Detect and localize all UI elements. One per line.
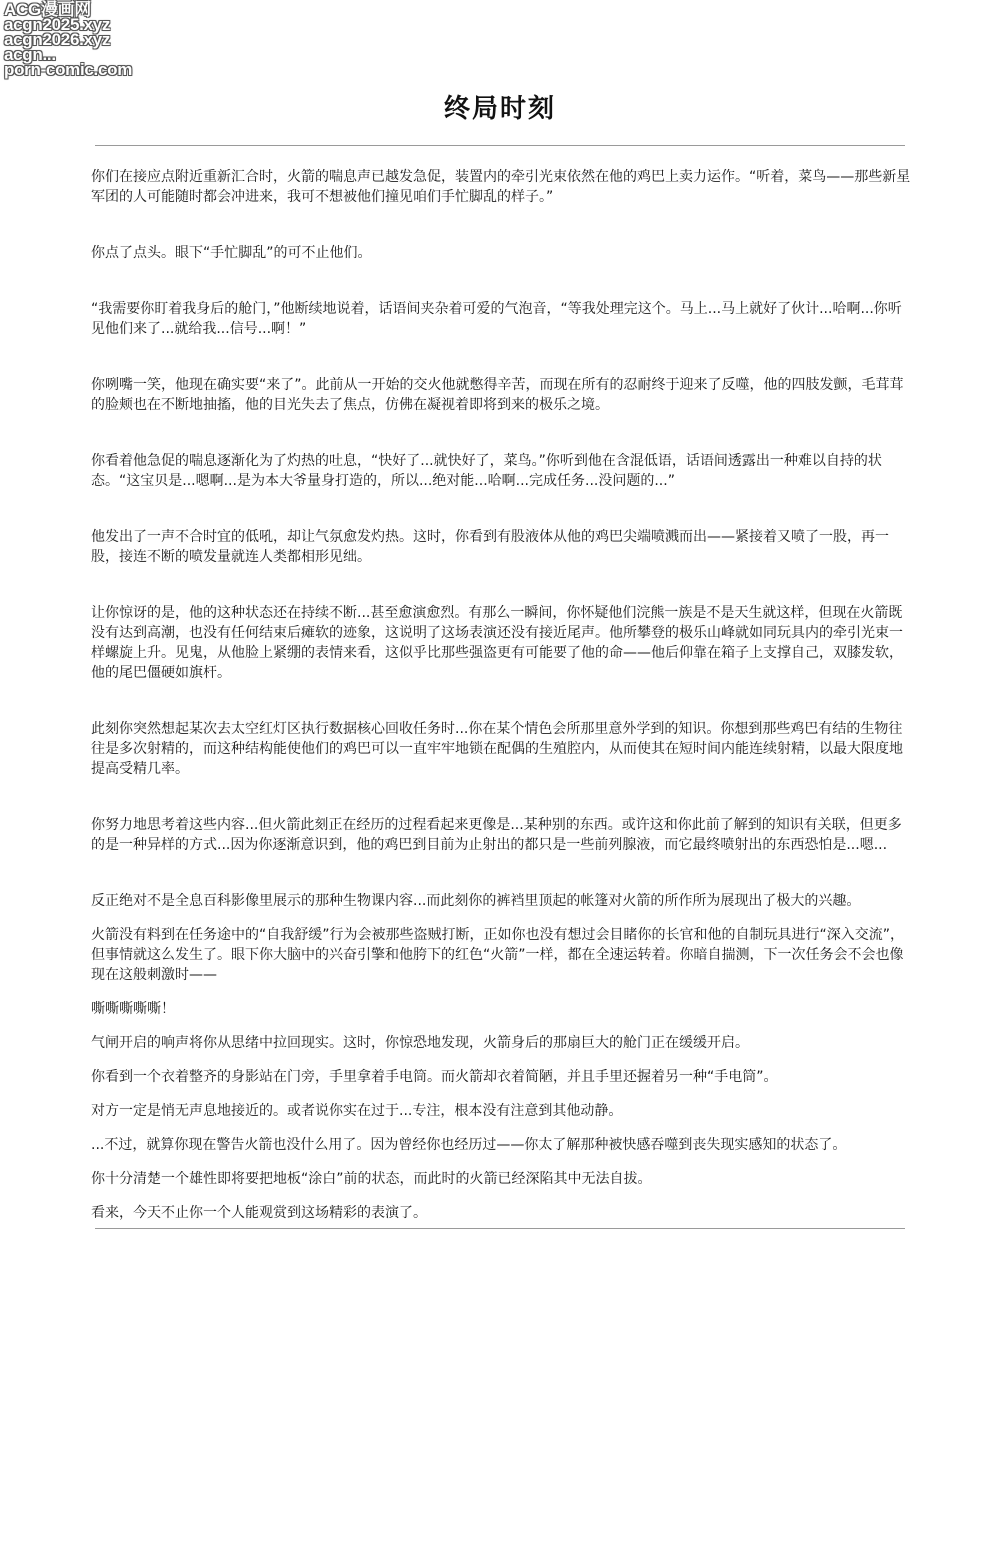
- paragraph: 对方一定是悄无声息地接近的。或者说你实在过于...专注，根本没有注意到其他动静。: [91, 1103, 623, 1119]
- paragraph: 让你惊讶的是，他的这种状态还在持续不断...甚至愈演愈烈。有那么一瞬间，你怀疑他们浣熊一族是不是天生就这样，但现在火箭既没有达到高潮，也没有任何结束后瘫软的迹象，这说明了这场表演还没有接近尾声。他所攀登的极乐山峰就如同玩具内的牵引光束一样螺旋上升。见鬼，从他脸上紧绷的表情来看，这似乎比那些强盗更有可能要了他的命——他后仰靠在箱子上支撑自己，双膝发软，他的尾巴僵硬如旗杆。: [91, 605, 903, 681]
- bottom-divider: [95, 1228, 905, 1229]
- watermark-line: acgn...: [4, 45, 56, 64]
- page-title: 终局时刻: [443, 94, 556, 124]
- paragraph: 你看到一个衣着整齐的身影站在门旁，手里拿着手电筒。而火箭却衣着简陋，并且手里还握着另一种“手电筒”。: [91, 1069, 778, 1085]
- paragraph: 此刻你突然想起某次去太空红灯区执行数据核心回收任务时...你在某个情色会所那里意外学到的知识。你想到那些鸡巴有结的生物往往是多次射精的，而这种结构能使他们的鸡巴可以一直牢牢地锁在配偶的生殖腔内，从而使其在短时间内能连续射精，以最大限度地提高受精几率。: [91, 721, 903, 777]
- paragraph: 看来，今天不止你一个人能观赏到这场精彩的表演了。: [91, 1205, 427, 1221]
- watermark-line: acgn2026.xyz: [4, 30, 111, 49]
- paragraph: 反正绝对不是全息百科影像里展示的那种生物课内容...而此刻你的裤裆里顶起的帐篷对火箭的所作所为展现出了极大的兴趣。: [91, 893, 861, 909]
- sound-effect: 嘶嘶嘶嘶嘶！: [91, 1001, 175, 1017]
- watermark-line: acgn2025.xyz: [4, 15, 111, 34]
- paragraph: 你们在接应点附近重新汇合时，火箭的喘息声已越发急促，装置内的牵引光束依然在他的鸡巴上卖力运作。“听着，菜鸟——那些新星军团的人可能随时都会冲进来，我可不想被他们撞见咱们手忙脚乱的样子。”: [91, 169, 911, 205]
- paragraph: 你努力地思考着这些内容...但火箭此刻正在经历的过程看起来更像是...某种别的东西。或许这和你此前了解到的知识有关联，但更多的是一种异样的方式...因为你逐渐意识到，他的鸡巴到目前为止射出的都只是一些前列腺液，而它最终喷射出的东西恐怕是...嗯...: [91, 817, 902, 853]
- story-body: [91, 167, 911, 1223]
- paragraph: 气闸开启的响声将你从思绪中拉回现实。这时，你惊恐地发现，火箭身后的那扇巨大的舱门正在缓缓开启。: [91, 1035, 749, 1051]
- watermark-line: ACG漫画网: [4, 0, 91, 19]
- paragraph: 你点了点头。眼下“手忙脚乱”的可不止他们。: [91, 245, 372, 261]
- paragraph: 火箭没有料到在任务途中的“自我舒缓”行为会被那些盗贼打断，正如你也没有想过会目睹你的长官和他的自制玩具进行“深入交流”，但事情就这么发生了。眼下你大脑中的兴奋引擎和他胯下的红色“火箭”一样，都在全速运转着。你暗自揣测，下一次任务会不会也像现在这般刺激时——: [91, 927, 905, 983]
- paragraph: ...不过，就算你现在警告火箭也没什么用了。因为曾经你也经历过——你太了解那种被快感吞噬到丧失现实感知的状态了。: [91, 1137, 847, 1153]
- paragraph: 他发出了一声不合时宜的低吼，却让气氛愈发灼热。这时，你看到有股液体从他的鸡巴尖端喷溅而出——紧接着又喷了一股，再一股，接连不断的喷发量就连人类都相形见绌。: [91, 529, 889, 565]
- paragraph: 你咧嘴一笑，他现在确实要“来了”。此前从一开始的交火他就憋得辛苦，而现在所有的忍耐终于迎来了反噬，他的四肢发颤，毛茸茸的脸颊也在不断地抽搐，他的目光失去了焦点，仿佛在凝视着即将到来的极乐之境。: [91, 377, 904, 413]
- paragraph: “我需要你盯着我身后的舱门，”他断续地说着，话语间夹杂着可爱的气泡音，“等我处理完这个。马上...马上就好了伙计...哈啊...你听见他们来了...就给我...信号...啊！”: [91, 301, 902, 337]
- watermark-line: porn-comic.com: [4, 60, 133, 79]
- paragraph: 你看着他急促的喘息逐渐化为了灼热的吐息，“快好了...就快好了，菜鸟。”你听到他在含混低语，话语间透露出一种难以自持的状态。“这宝贝是...嗯啊...是为本大爷量身打造的，所以...绝对能...哈啊...完成任务...没问题的...”: [91, 453, 882, 489]
- site-watermark: [4, 2, 144, 77]
- paragraph: 你十分清楚一个雄性即将要把地板“涂白”前的状态，而此时的火箭已经深陷其中无法自拔。: [91, 1171, 652, 1187]
- top-divider: [95, 145, 905, 146]
